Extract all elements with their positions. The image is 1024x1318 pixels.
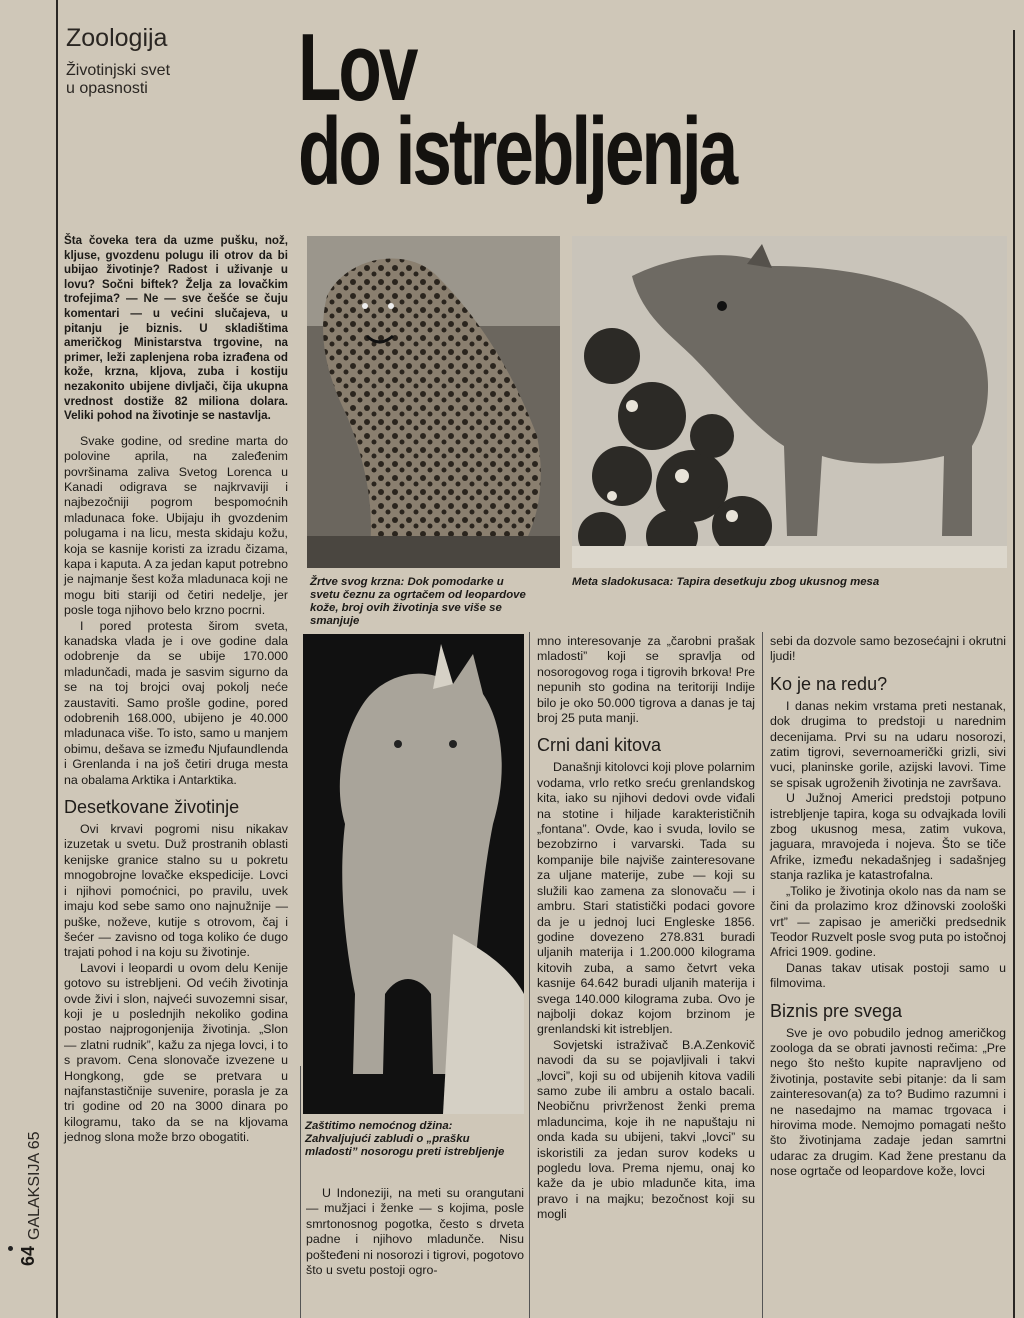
rhino-photo	[303, 634, 524, 1114]
column-rule-1	[300, 1066, 301, 1318]
bullet-dot	[8, 1246, 13, 1251]
page-number: 64	[18, 1245, 38, 1266]
section-label: Zoologija	[66, 24, 168, 52]
rhino-image	[303, 634, 524, 1114]
right-margin-rule	[1013, 30, 1015, 1318]
paragraph: Svake godine, od sredine marta do polovine aprila, na zaleđenim površinama zaliva Svetog Lorenca u Kanadi odigrava se najkrvaviji i najbezočniji pogrom bespomoćnih mladunaca foke. Ubijaju ih gvozdenim polugama i na licu, mesta skidaju kožu, koja se kasnije koristi za izradu čizama, kapa i kaputa. A za jedan kaput potrebno je najmanje šest koža mladunaca koji ne mogu biti stariji od četiri nedelje, jer posle toga njihovo belo krzno pocrni.	[64, 433, 288, 618]
tapir-image	[572, 236, 1007, 568]
leopard-photo	[307, 236, 560, 568]
magazine-name: GALAKSIJA 65	[26, 1131, 43, 1240]
paragraph: Lavovi i leopardi u ovom delu Kenije gotovo su istrebljeni. Od većih životinja ovde živi i slon, najveći suvozemni sisar, koji je u poslednjih nekoliko godina postao najprogonjenija životinja. „Slon — zlatni rudnik”, kažu za njega lovci, i to s pravom. Cena slonovače izvezene u Hongkong, gde se pretvara u najfanstastičnije suvenire, porasla je za tri godine od 20 na 3000 dinara po kilogramu, tako da se na kljovama jednog slona može brzo obogatiti.	[64, 960, 288, 1145]
caption-leopard: Žrtve svog krzna: Dok pomodarke u svetu čeznu za ogrtačem od leopardove kože, broj ovih životinja sve više se smanjuje	[310, 576, 526, 627]
paragraph: I danas nekim vrstama preti nestanak, dok drugima to predstoji u narednim decenijama. Prvi su na udaru nosorozi, zatim tigrovi, severnoamerički grizli, sivi vuci, planinske gorile, azijski lavovi. Time se spisak ugroženih životinja ne završava.	[770, 698, 1006, 790]
paragraph: U Indoneziji, na meti su orangutani — mužjaci i ženke — s kojima, posle smrtonosnog pogotka, često s drveta padne i njihovo mladunče. Nisu pošteđeni ni nosorozi i tigrovi, pogotovo što u svetu postoji ogro-	[306, 1186, 524, 1278]
section-subtitle-line1: Životinjski svet	[66, 62, 171, 79]
left-margin-rule	[56, 0, 58, 1318]
headline	[298, 14, 736, 205]
column-rule-2	[529, 632, 530, 1318]
column-2	[306, 1186, 524, 1278]
subhead-desetkovane: Desetkovane životinje	[64, 797, 240, 818]
subhead-biznis-pre-svega: Biznis pre svega	[770, 1000, 903, 1021]
leopard-image	[307, 236, 560, 568]
section-subtitle	[66, 62, 246, 98]
column-rule-3	[762, 632, 763, 1318]
headline-line1: Lov	[298, 14, 416, 121]
paragraph: U Južnoj Americi predstoji potpuno istrebljenje tapira, koga su odvajkada lovili zbog ukusnog mesa, zatim vukova, jaguara, mravojeda i nojeva. Što se tiče Afrike, između nekadašnjeg i sadašnjeg stanja razlika je katastrofalna.	[770, 791, 1006, 883]
tapir-photo	[572, 236, 1007, 568]
paragraph: mno interesovanje za „čarobni prašak mladosti” koji se spravlja od nosorogovog roga i tigrovih brkova! Pre nepunih sto godina na teritoriji Indije bilo je oko 50.000 tigrova a danas je taj broj 25 puta manji.	[537, 634, 755, 726]
paragraph: Ovi krvavi pogromi nisu nikakav izuzetak u svetu. Duž prostranih oblasti kenijske granice stalno su u pokretu mnogobrojne lovačke ekspedicije. Lovci i njihovi pomoćnici, po pravilu, uvek imaju kod sebe samo ono najnužnije — puške, noževe, kutije s otrovom, čaj i šećer — zavisno od toga koliko će dugo trajati pohod i na koju su životinje.	[64, 822, 288, 960]
headline-line2: do istrebljenja	[298, 98, 736, 205]
caption-rhino: Zaštitimo nemoćnog džina: Zahvaljujući zabludi o „prašku mladosti” nosorogu preti istrebljenje	[305, 1120, 505, 1158]
subhead-ko-je-na-redu: Ko je na redu?	[770, 673, 888, 694]
lead-paragraph: Šta čoveka tera da uzme pušku, nož, kljuse, gvozdenu polugu ili otrov da bi ubijao životinje? Radost i uživanje u lovu? Sočni biftek? Želja za lovačkim trofejima? — Ne — sve češće se čuju komentari — u većini slučajeva, u pitanju je biznis. U skladištima američkog Ministarstva trgovine, na primer, leži zaplenjena roba izrađena od kože, krzna, kljova, zuba i kostiju nezakonito ubijene divljači, čija ukupna vrednost dostiže 82 miliona dolara. Veliki pohod na životinje se nastavlja.	[64, 234, 288, 423]
magazine-name-vertical	[10, 1030, 50, 1270]
column-1	[64, 234, 288, 1146]
column-4	[770, 634, 1006, 1180]
paragraph: sebi da dozvole samo bezosećajni i okrutni ljudi!	[770, 634, 1006, 664]
paragraph: Danas takav utisak postoji samo u filmovima.	[770, 960, 1006, 991]
section-subtitle-line2: u opasnosti	[66, 80, 148, 97]
paragraph: Sovjetski istraživač B.A.Zenkovič navodi da su se pojavljivali i takvi „lovci”, koji su od ubijenih kitova vadili samo zube ili ambru a ostalo bacali. Neobičnu privrženost ženki prema mladuncima, koje ih ne napuštaju ni onda kada su ubijeni, takvi „lovci” su iskoristili za jedan surov kodeks u pogledu lova. Prema njemu, onaj ko kaže da je ubio mladunče kita, ima pravo i na majku; bezočnost koji su mogli	[537, 1037, 755, 1222]
paragraph: „Toliko je životinja okolo nas da nam se čini da prolazimo kroz džinovski zoološki vrt” — zapisao je američki predsednik Teodor Ruzvelt posle svog puta po istočnoj Africi 1909. godine.	[770, 883, 1006, 960]
paragraph: Današnji kitolovci koji plove polarnim vodama, vrlo retko sreću grenlandskog kita, iako su njihovi dedovi ovde viđali na stotine i hiljade karakterističnih „fontana”. Ovde, kao i svuda, lovilo se bezobzirno i varvarski. Tada su kompanije bile najviše zainteresovane za uljane materije, zube — koji su služili kao zamena za slonovaču — i ambru. Stari statistički podaci govore da je u jednoj luci Engleske 1856. godine dovezeno 278.831 buradi uljanih materija i 1.200.000 kilograma kitovih zuba, a samo četvrt veka kasnije 64.642 buradi uljanih materija i svega 140.000 kilograma zuba. Ovo je najbolji dokaz kojom brzinom je grenlandski kit istrebljen.	[537, 760, 755, 1037]
column-3	[537, 634, 755, 1223]
subhead-crni-dani-kitova: Crni dani kitova	[537, 735, 662, 756]
paragraph: I pored protesta širom sveta, kanadska vlada je i ove godine dala odobrenje da se ubije 170.000 mladunčadi, mada je sasvim sigurno da se na toj brojci ovaj pokolj neće zaustaviti. Samo prošle godine, pored odobrenih 168.000, ubijeno je 40.000 mladunaca više. To isto, samo u manjem obimu, dešava se između Njufaundlenda i Grenlanda i na još četiri druga mesta na obalama Arktika i Antarktika.	[64, 618, 288, 787]
caption-tapir: Meta sladokusaca: Tapira desetkuju zbog ukusnog mesa	[572, 576, 880, 588]
paragraph: Sve je ovo pobudilo jednog američkog zoologa da se obrati javnosti rečima: „Pre nego što nešto kupite napravljeno od životinja, postavite sebi pitanje: da li sam zainteresovan(a) za to? Budimo razumni i ne nasedajmo na mamac trgovaca i hirovima mode. Nemojmo pomagati nešto što životinjama zadaje jedan samrtni udarac za drugim. Kad žene prestanu da nose ogrtače od leopardove kože, lovci	[770, 1025, 1006, 1179]
